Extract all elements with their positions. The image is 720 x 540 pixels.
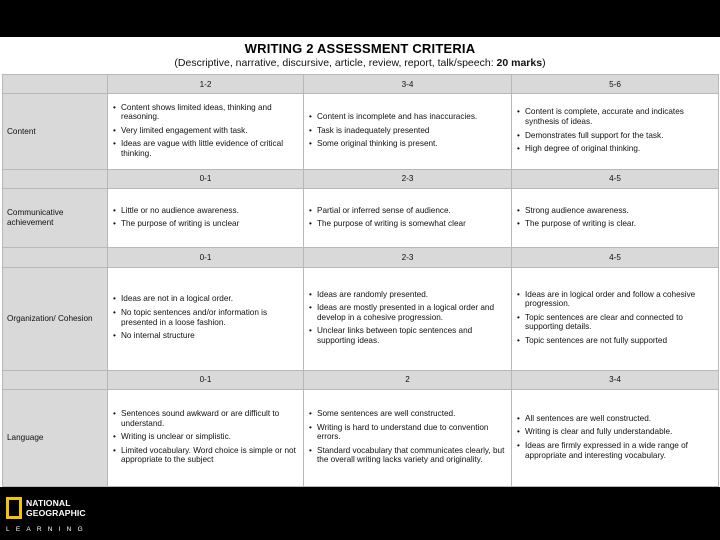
descriptor-list bbox=[309, 409, 507, 465]
descriptor-cell bbox=[108, 189, 304, 248]
descriptor-list bbox=[309, 206, 507, 229]
descriptor-list bbox=[113, 103, 299, 159]
descriptor-list bbox=[517, 414, 714, 460]
descriptor-item: • Content is incomplete and has inaccuracies. bbox=[309, 112, 507, 122]
logo-line-1: NATIONAL bbox=[26, 498, 71, 508]
yellow-border-icon bbox=[6, 497, 22, 519]
subtitle-prefix: (Descriptive, narrative, discursive, article, review, report, talk/speech: bbox=[174, 57, 497, 69]
descriptor-item: • Ideas are vague with little evidence of critical thinking. bbox=[113, 139, 299, 158]
descriptor-item: • Ideas are mostly presented in a logical order and develop in a cohesive progression. bbox=[309, 303, 507, 322]
descriptor-item: • Ideas are in logical order and follow a cohesive progression. bbox=[517, 290, 714, 309]
descriptor-item: • Limited vocabulary. Word choice is simple or not appropriate to the subject bbox=[113, 446, 299, 465]
descriptor-item: • The purpose of writing is clear. bbox=[517, 219, 714, 229]
descriptor-list bbox=[309, 112, 507, 149]
descriptor-cell bbox=[512, 267, 719, 370]
descriptor-item: • The purpose of writing is somewhat clear bbox=[309, 219, 507, 229]
descriptor-cell bbox=[512, 390, 719, 487]
national-geographic-logo bbox=[6, 497, 96, 537]
page-title: WRITING 2 ASSESSMENT CRITERIA bbox=[244, 41, 476, 56]
descriptor-list bbox=[113, 294, 299, 340]
slide bbox=[0, 37, 720, 487]
descriptor-item: • Sentences sound awkward or are difficult to understand. bbox=[113, 409, 299, 428]
band-score: 0-1 bbox=[108, 248, 304, 267]
band-header-row bbox=[3, 75, 719, 94]
descriptor-cell bbox=[108, 267, 304, 370]
descriptor-cell bbox=[108, 390, 304, 487]
band-header-row bbox=[3, 169, 719, 188]
descriptor-row bbox=[3, 390, 719, 487]
logo-text bbox=[26, 498, 86, 518]
descriptor-item: • All sentences are well constructed. bbox=[517, 414, 714, 424]
descriptor-row bbox=[3, 94, 719, 169]
logo-subtitle: LEARNING bbox=[6, 526, 89, 533]
descriptor-item: • The purpose of writing is unclear bbox=[113, 219, 299, 229]
band-score: 2 bbox=[304, 370, 512, 389]
descriptor-list bbox=[517, 290, 714, 346]
descriptor-list bbox=[113, 206, 299, 229]
band-score: 4-5 bbox=[512, 248, 719, 267]
band-score: 3-4 bbox=[512, 370, 719, 389]
band-blank-cell bbox=[3, 370, 108, 389]
descriptor-item: • Partial or inferred sense of audience. bbox=[309, 206, 507, 216]
descriptor-item: • Strong audience awareness. bbox=[517, 206, 714, 216]
descriptor-cell bbox=[108, 94, 304, 169]
descriptor-row bbox=[3, 189, 719, 248]
descriptor-cell bbox=[512, 189, 719, 248]
descriptor-item: • Very limited engagement with task. bbox=[113, 126, 299, 136]
descriptor-item: • Standard vocabulary that communicates clearly, but the overall writing lacks variety and originality. bbox=[309, 446, 507, 465]
descriptor-item: • High degree of original thinking. bbox=[517, 144, 714, 154]
slide-header bbox=[0, 37, 720, 69]
band-score: 0-1 bbox=[108, 169, 304, 188]
descriptor-item: • Content is complete, accurate and indicates synthesis of ideas. bbox=[517, 107, 714, 126]
descriptor-item: • Some sentences are well constructed. bbox=[309, 409, 507, 419]
descriptor-item: • Unclear links between topic sentences and supporting ideas. bbox=[309, 326, 507, 345]
band-score: 2-3 bbox=[304, 169, 512, 188]
criterion-label: Organization/ Cohesion bbox=[3, 267, 108, 370]
descriptor-item: • Writing is hard to understand due to convention errors. bbox=[309, 423, 507, 442]
band-score: 4-5 bbox=[512, 169, 719, 188]
descriptor-item: • Some original thinking is present. bbox=[309, 139, 507, 149]
descriptor-item: • Ideas are firmly expressed in a wide range of appropriate and interesting vocabulary. bbox=[517, 441, 714, 460]
descriptor-item: • Topic sentences are clear and connected to supporting details. bbox=[517, 313, 714, 332]
subtitle-suffix: ) bbox=[542, 57, 546, 69]
band-score: 1-2 bbox=[108, 75, 304, 94]
descriptor-cell bbox=[512, 94, 719, 169]
descriptor-item: • Demonstrates full support for the task. bbox=[517, 131, 714, 141]
band-score: 3-4 bbox=[304, 75, 512, 94]
descriptor-list bbox=[517, 206, 714, 229]
band-score: 0-1 bbox=[108, 370, 304, 389]
band-header-row bbox=[3, 248, 719, 267]
descriptor-row bbox=[3, 267, 719, 370]
descriptor-item: • Ideas are randomly presented. bbox=[309, 290, 507, 300]
band-header-row bbox=[3, 370, 719, 389]
descriptor-list bbox=[113, 409, 299, 465]
descriptor-item: • Topic sentences are not fully supported bbox=[517, 336, 714, 346]
descriptor-item: • Ideas are not in a logical order. bbox=[113, 294, 299, 304]
descriptor-cell bbox=[304, 189, 512, 248]
descriptor-cell bbox=[304, 390, 512, 487]
band-score: 5-6 bbox=[512, 75, 719, 94]
band-score: 2-3 bbox=[304, 248, 512, 267]
descriptor-list bbox=[517, 107, 714, 153]
descriptor-item: • Task is inadequately presented bbox=[309, 126, 507, 136]
descriptor-cell bbox=[304, 94, 512, 169]
descriptor-cell bbox=[304, 267, 512, 370]
band-blank-cell bbox=[3, 169, 108, 188]
assessment-table bbox=[2, 74, 719, 487]
band-blank-cell bbox=[3, 75, 108, 94]
descriptor-item: • Little or no audience awareness. bbox=[113, 206, 299, 216]
descriptor-item: • Writing is unclear or simplistic. bbox=[113, 432, 299, 442]
band-blank-cell bbox=[3, 248, 108, 267]
descriptor-list bbox=[309, 290, 507, 346]
descriptor-item: • No topic sentences and/or information is presented in a loose fashion. bbox=[113, 308, 299, 327]
criterion-label: Content bbox=[3, 94, 108, 169]
descriptor-item: • No internal structure bbox=[113, 331, 299, 341]
page-subtitle bbox=[0, 57, 720, 69]
descriptor-item: • Content shows limited ideas, thinking and reasoning. bbox=[113, 103, 299, 122]
criterion-label: Communicative achievement bbox=[3, 189, 108, 248]
criterion-label: Language bbox=[3, 390, 108, 487]
subtitle-marks: 20 marks bbox=[496, 57, 543, 69]
descriptor-item: • Writing is clear and fully understandable. bbox=[517, 427, 714, 437]
logo-line-2: GEOGRAPHIC bbox=[26, 508, 86, 518]
